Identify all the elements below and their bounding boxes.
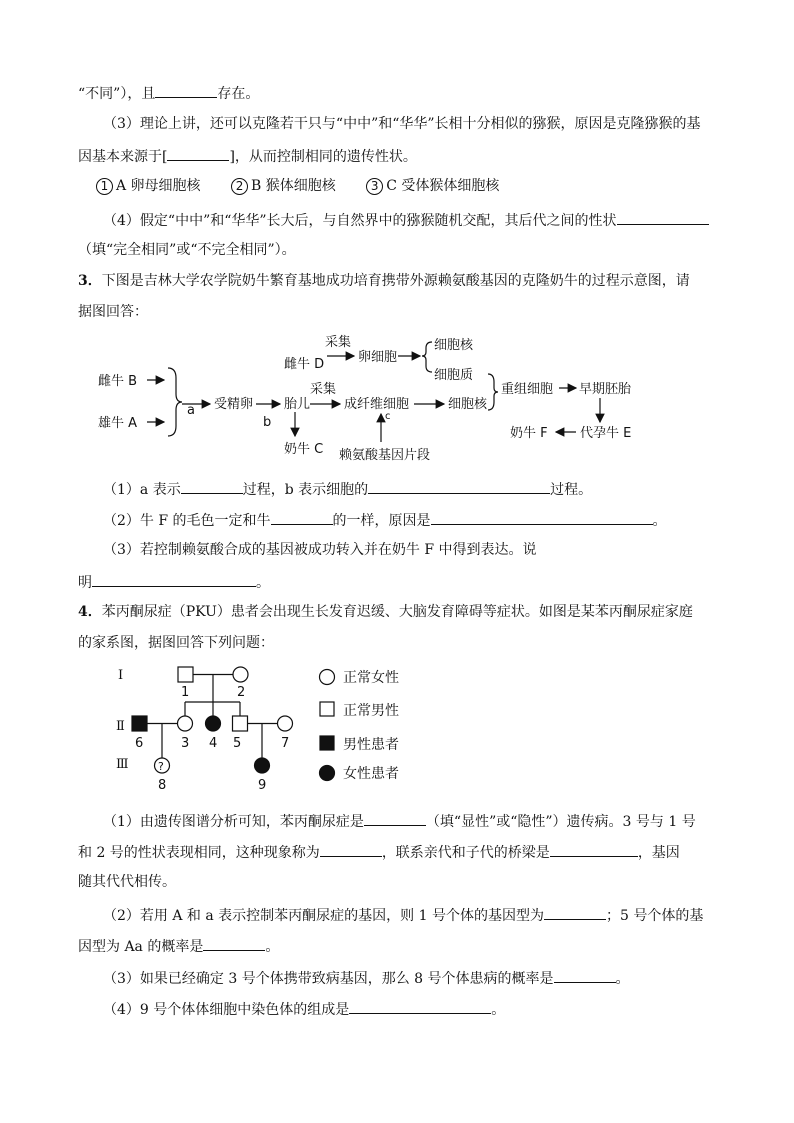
cytoplasm: 细胞质	[434, 368, 474, 383]
q3-title-cont: 据图回答：	[78, 304, 148, 320]
individual-7-normal-female	[278, 716, 293, 731]
egg-cell: 卵细胞	[358, 350, 398, 365]
collect-label-2: 采集	[310, 382, 337, 397]
embryo: 胎儿	[284, 397, 311, 412]
lysine-gene: 赖氨酸基因片段	[339, 448, 431, 463]
legend-affected-female-symbol	[320, 766, 335, 781]
option-number-circle: 3	[366, 178, 383, 195]
q2-line-1: “不同”），且 存在。	[78, 82, 259, 104]
legend-normal-male: 正常男性	[343, 703, 399, 719]
brace	[168, 368, 182, 436]
brace	[422, 342, 432, 372]
option-number-circle: 2	[231, 178, 248, 195]
pedigree-chart	[110, 662, 530, 797]
individual-2-normal-female	[233, 667, 248, 682]
generation-3-label: Ⅲ	[116, 757, 129, 772]
answer-blank[interactable]	[181, 478, 243, 494]
fibroblast: 成纤维细胞	[344, 397, 410, 412]
legend-normal-female: 正常女性	[343, 670, 399, 686]
legend-normal-female-symbol	[320, 670, 335, 685]
surrogate-e: 代孕牛 E	[580, 426, 632, 441]
q4-title: 4．苯丙酮尿症（PKU）患者会出现生长发育迟缓、大脑发育障碍等症状。如图是某苯丙酮尿症家庭	[78, 604, 693, 620]
option-c[interactable]: 3 C 受体猴体细胞核	[366, 176, 499, 196]
early-embryo: 早期胚胎	[579, 382, 632, 397]
answer-blank[interactable]	[92, 571, 256, 587]
nucleus-2: 细胞核	[448, 397, 488, 412]
q4-sub-1-end: 随其代代相传。	[78, 874, 176, 890]
label-b: b	[263, 415, 272, 430]
legend-normal-male-symbol	[320, 702, 334, 716]
q4-sub-1: （1）由遗传图谱分析可知，苯丙酮尿症是 （填“显性”或“隐性”）遗传病。3 号与 1 号	[103, 810, 696, 832]
generation-2-label: Ⅱ	[116, 719, 125, 734]
q3-title: 3．下图是吉林大学农学院奶牛繁育基地成功培育携带外源赖氨酸基因的克隆奶牛的过程示意图，请	[78, 273, 690, 289]
label-a: a	[187, 403, 195, 418]
answer-blank[interactable]	[320, 841, 382, 857]
id-label: 8	[158, 778, 167, 793]
label-c: c	[385, 411, 391, 422]
cow-f: 奶牛 F	[510, 426, 548, 441]
unknown-mark: ?	[158, 760, 164, 773]
fertilized-egg: 受精卵	[214, 397, 254, 412]
answer-blank[interactable]	[167, 145, 229, 161]
q4-sub-3: （3）如果已经确定 3 号个体携带致病基因，那么 8 号个体患病的概率是 。	[103, 967, 630, 989]
answer-blank[interactable]	[368, 478, 550, 494]
individual-1-normal-male	[178, 667, 193, 682]
id-label: 9	[258, 778, 267, 793]
id-label: 3	[181, 736, 190, 751]
id-label: 4	[209, 736, 218, 751]
q4-sub-1-cont: 和 2 号的性状表现相同，这种现象称为 ，联系亲代和子代的桥梁是 ，基因	[78, 841, 680, 863]
generation-1-label: Ⅰ	[118, 668, 124, 683]
answer-blank[interactable]	[203, 935, 265, 951]
legend-affected-male: 男性患者	[343, 737, 399, 753]
answer-blank[interactable]	[155, 82, 217, 98]
q3-sub-4: 明 。	[78, 571, 270, 593]
answer-blank[interactable]	[617, 209, 709, 225]
answer-blank[interactable]	[349, 998, 491, 1014]
female-d-label: 雌牛 D	[284, 357, 325, 372]
id-label: 2	[237, 685, 246, 700]
individual-6-affected-male	[132, 716, 147, 731]
brace	[488, 374, 498, 410]
recombined-cell: 重组细胞	[501, 382, 554, 397]
q4-sub-2-cont: 因型为 Aa 的概率是 。	[78, 935, 279, 957]
q2-line-3: 因基本来源于[ ]，从而控制相同的遗传性状。	[78, 145, 417, 167]
individual-5-normal-male	[233, 716, 248, 731]
male-a-label: 雄牛 A	[98, 416, 138, 431]
q2-line-5: （4）假定“中中”和“华华”长大后，与自然界中的猕猴随机交配，其后代之间的性状	[103, 209, 709, 231]
id-label: 6	[135, 736, 144, 751]
q4-sub-2: （2）若用 A 和 a 表示控制苯丙酮尿症的基因，则 1 号个体的基因型为 ；5 号个体的基	[103, 904, 703, 926]
q3-sub-1: （1）a 表示 过程，b 表示细胞的 过程。	[103, 478, 592, 500]
q4-title-cont: 的家系图，据图回答下列问题：	[78, 635, 274, 651]
answer-blank[interactable]	[431, 509, 653, 525]
individual-3-normal-female	[178, 716, 193, 731]
option-a[interactable]: 1 A 卵母细胞核	[96, 176, 201, 196]
q2-line-2: （3）理论上讲，还可以克隆若干只与“中中”和“华华”长相十分相似的猕猴，原因是克隆猕猴的基	[103, 116, 701, 132]
cow-c: 奶牛 C	[284, 442, 324, 457]
legend-affected-female: 女性患者	[343, 766, 399, 782]
cloning-flow-diagram	[92, 330, 692, 470]
q3-sub-2: （2）牛 F 的毛色一定和牛 的一样，原因是 。	[103, 509, 667, 531]
female-b-label: 雌牛 B	[98, 374, 138, 389]
option-number-circle: 1	[96, 178, 113, 195]
collect-label-1: 采集	[325, 335, 352, 350]
option-b[interactable]: 2 B 猴体细胞核	[231, 176, 336, 196]
answer-blank[interactable]	[364, 810, 426, 826]
nucleus-1: 细胞核	[434, 338, 474, 353]
answer-blank[interactable]	[271, 509, 333, 525]
q2-line-6: （填“完全相同”或“不完全相同”）。	[78, 242, 296, 258]
answer-blank[interactable]	[554, 967, 616, 983]
individual-9-affected-female	[255, 758, 270, 773]
id-label: 5	[233, 736, 242, 751]
answer-blank[interactable]	[550, 841, 638, 857]
id-label: 7	[281, 736, 290, 751]
q2-options	[96, 176, 525, 196]
q3-sub-3: （3）若控制赖氨酸合成的基因被成功转入并在奶牛 F 中得到表达。说	[103, 542, 537, 558]
legend-affected-male-symbol	[320, 736, 334, 750]
id-label: 1	[181, 685, 190, 700]
q4-sub-4: （4）9 号个体体细胞中染色体的组成是 。	[103, 998, 505, 1020]
individual-4-affected-female	[206, 716, 221, 731]
answer-blank[interactable]	[544, 904, 606, 920]
